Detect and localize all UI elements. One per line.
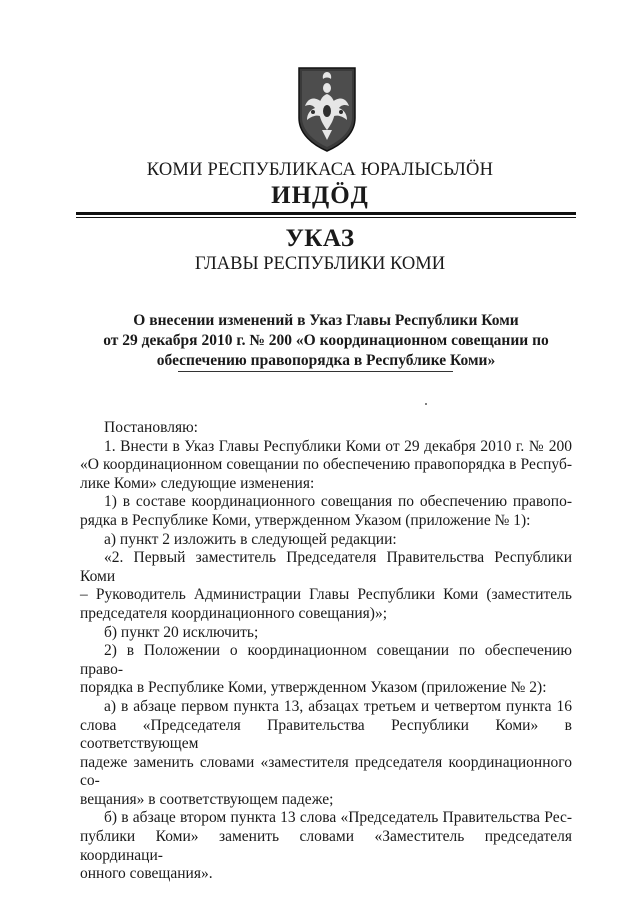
subject-underline — [178, 371, 453, 372]
komi-title: КОМИ РЕСПУБЛИКАСА ЮРАЛЫСЬЛӦН — [146, 160, 494, 180]
komi-subtitle: ИНДӦД — [271, 182, 369, 209]
scan-speck — [425, 403, 427, 405]
header-divider-thin — [76, 217, 576, 218]
header-divider-thick — [76, 212, 576, 215]
body-line: рядка в Республике Коми, утвержденном Указом (приложение № 1): — [80, 511, 531, 529]
body-line: 1) в составе координационного совещания по обеспечению правопо- — [104, 493, 572, 511]
body-line: 2) в Положении о координационном совещании по обеспечению право- — [80, 642, 572, 678]
decree-authority: ГЛАВЫ РЕСПУБЛИКИ КОМИ — [194, 254, 446, 274]
body-line: «О координационном совещании по обеспечению правопорядка в Респуб- — [80, 456, 572, 474]
body-line: б) в абзаце втором пункта 13 слова «Председатель Правительства Рес- — [104, 809, 572, 827]
body-line: председателя координационного совещания)»; — [80, 604, 388, 622]
decree-subject — [96, 311, 556, 371]
body-line: падеже заменить словами «заместителя председателя координационного со- — [80, 753, 572, 790]
body-line: порядка в Республике Коми, утвержденном Указом (приложение № 2): — [80, 679, 547, 697]
decree-body — [80, 419, 572, 884]
body-line: слова «Председателя Правительства Республики Коми» в соответствующем — [80, 716, 572, 753]
decree-title: УКАЗ — [285, 225, 355, 252]
subject-line: О внесении изменений в Указ Главы Республики Коми — [133, 312, 519, 329]
body-line: 1. Внести в Указ Главы Республики Коми от 29 декабря 2010 г. № 200 — [104, 437, 572, 455]
body-line: а) пункт 2 изложить в следующей редакции: — [104, 530, 397, 548]
subject-line: от 29 декабря 2010 г. № 200 «О координационном совещании по — [103, 332, 549, 349]
coat-of-arms-icon — [296, 66, 358, 152]
body-line: «2. Первый заместитель Председателя Правительства Республики Коми — [80, 549, 572, 585]
body-line: б) пункт 20 исключить; — [104, 623, 259, 641]
body-line: публики Коми» заменить словами «Заместитель председателя координаци- — [80, 828, 572, 864]
body-line: а) в абзаце первом пункта 13, абзацах третьем и четвертом пункта 16 — [104, 697, 572, 715]
body-line: – Руководитель Администрации Главы Республики Коми (заместитель — [80, 586, 572, 604]
body-line: онного совещания». — [80, 865, 213, 883]
body-line: вещания» в соответствующем падеже; — [80, 790, 334, 808]
body-line: лике Коми» следующие изменения: — [80, 474, 315, 492]
subject-line: обеспечению правопорядка в Республике Коми» — [156, 352, 496, 369]
body-line: Постановляю: — [104, 419, 198, 436]
